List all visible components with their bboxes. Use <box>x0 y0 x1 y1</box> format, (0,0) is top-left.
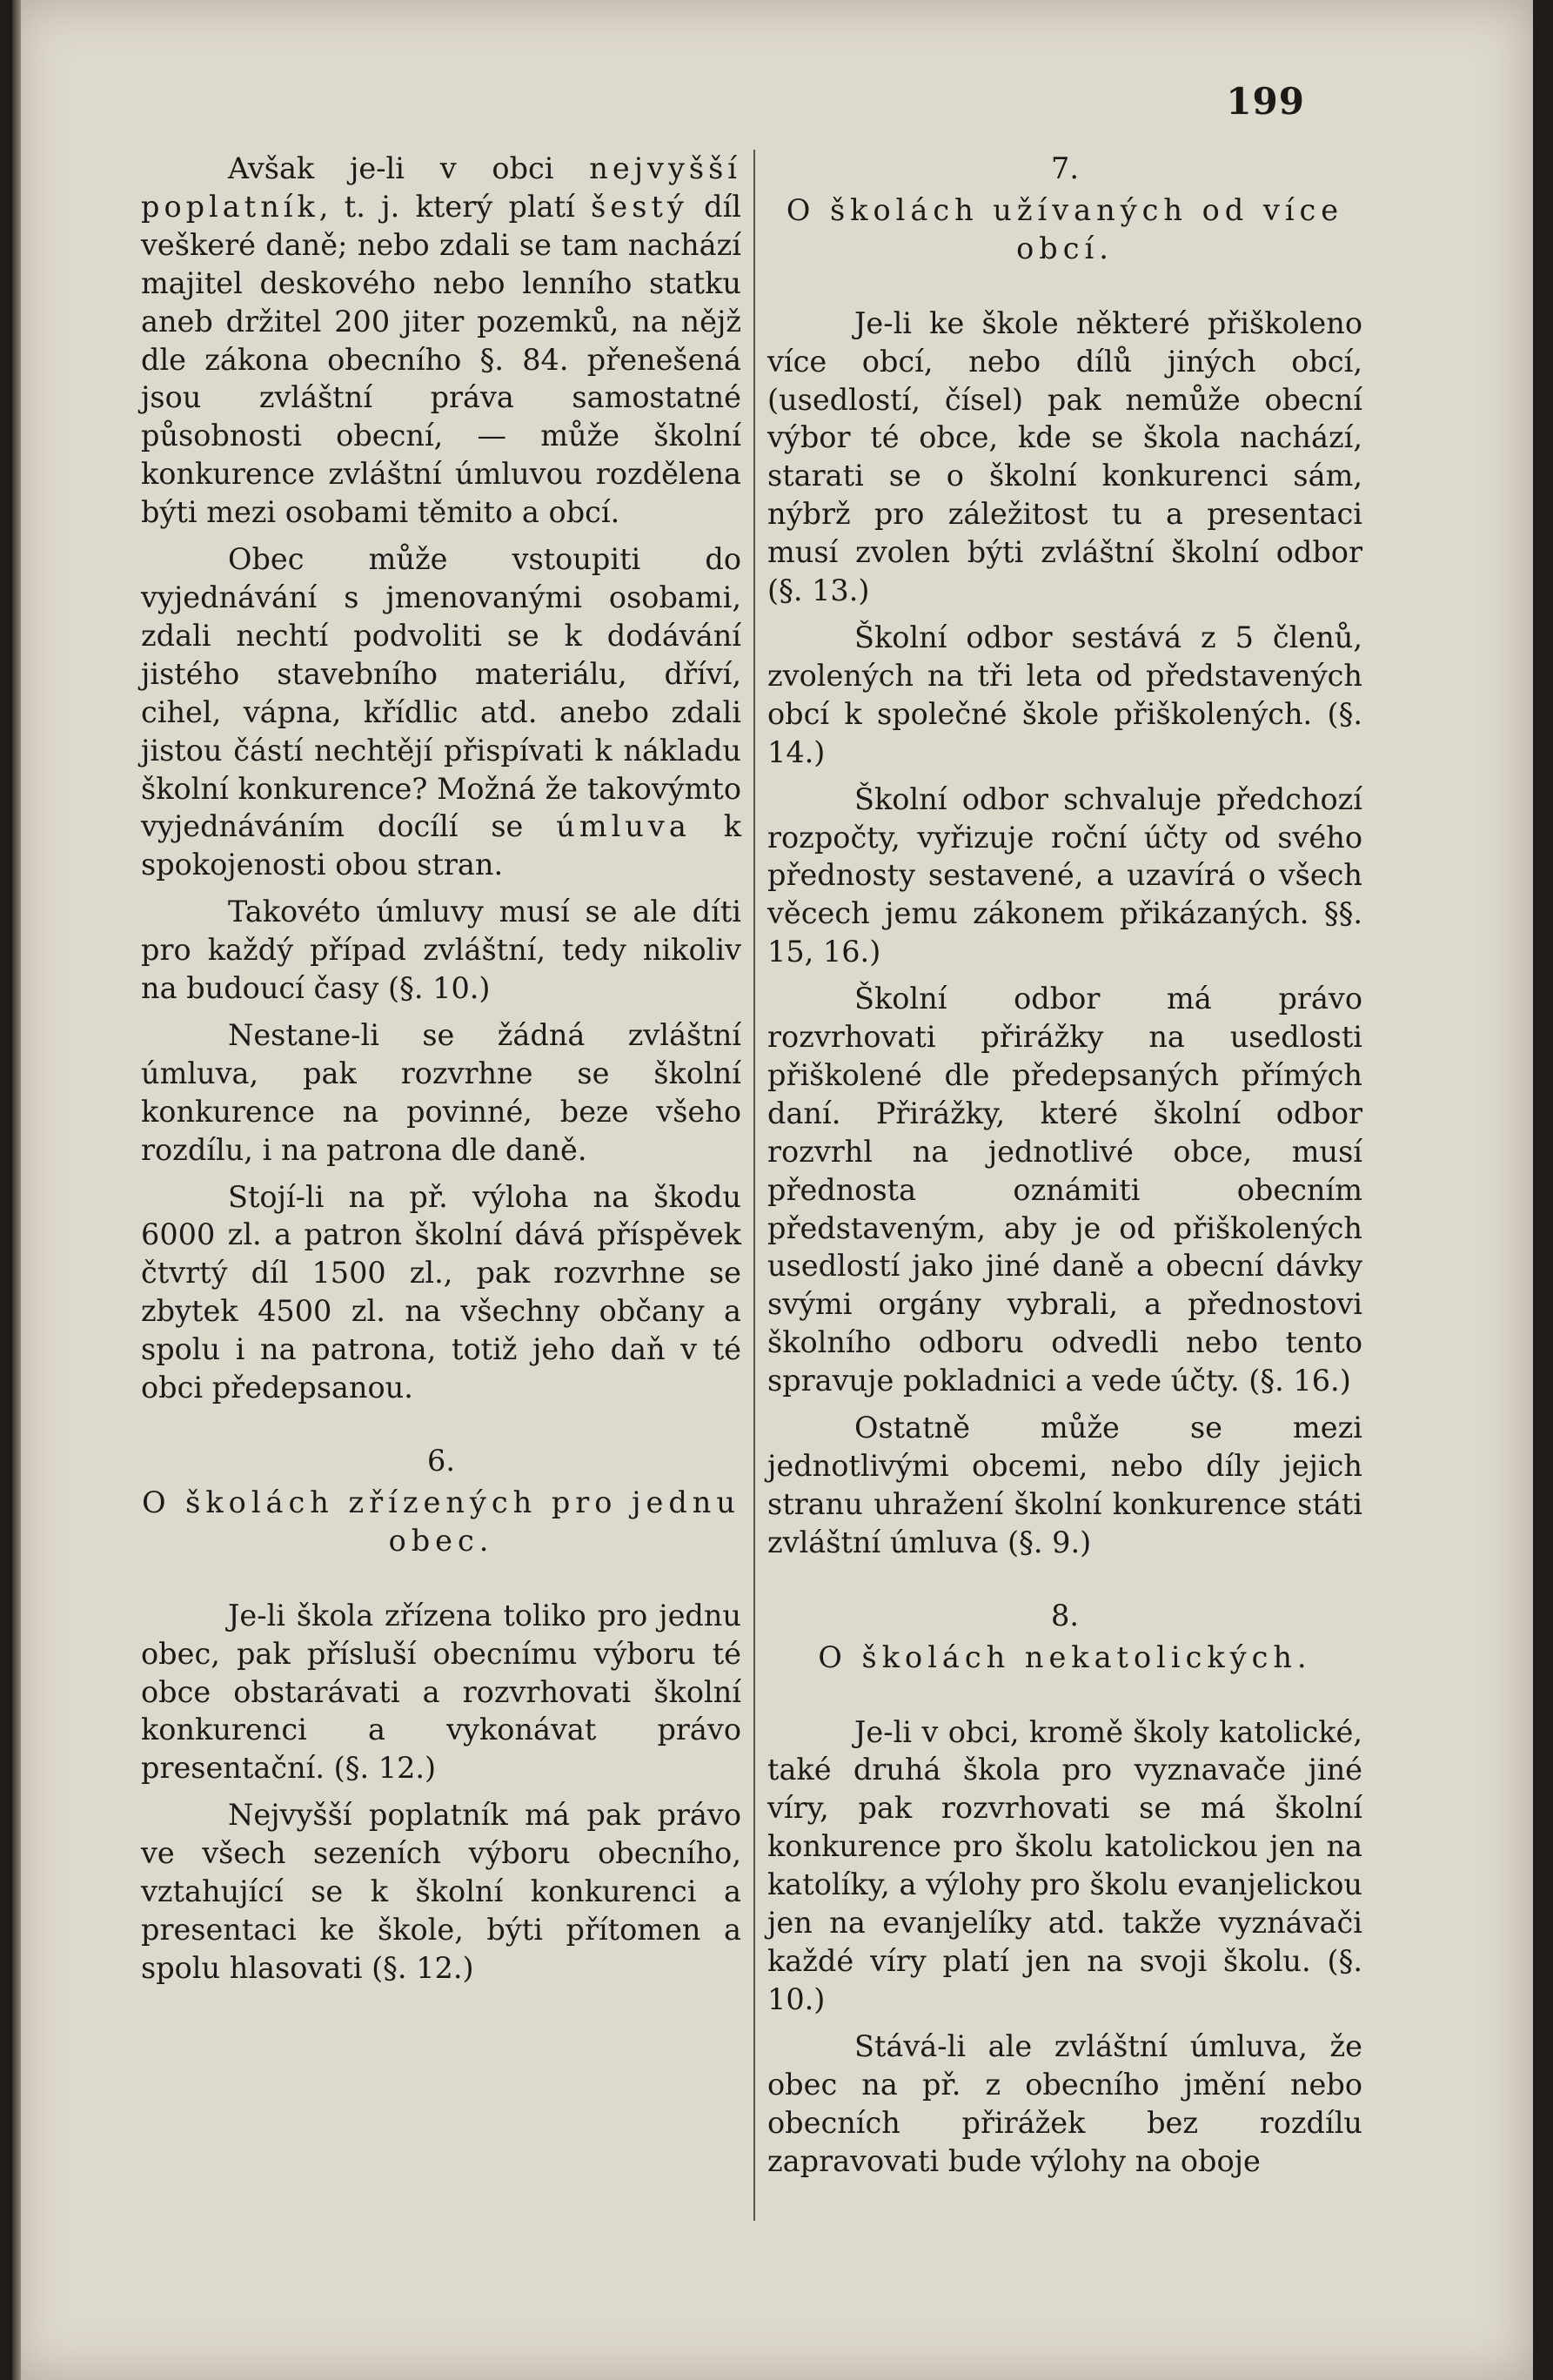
emphasis-text: nejvyšší poplatník <box>141 151 741 224</box>
left-paragraph-3: Takovéto úmluvy musí se ale díti pro každý případ zvláštní, tedy nikoliv na budoucí časy (§. 10.) <box>141 895 741 1006</box>
right-paragraph-5: Ostatně může se mezi jednotlivými obcemi, nebo díly jejich stranu uhražení školní konkurence státi zvláštní úmluva (§. 9.) <box>767 1411 1362 1559</box>
section-6-title: O školách zřízených pro jednu obec. <box>142 1485 740 1558</box>
left-paragraph-6: Je-li škola zřízena toliko pro jednu obec, pak přísluší obecnímu výboru té obce obstarávati a rozvrhovati školní konkurenci a vykonávat právo presentační. (§. 12.) <box>141 1598 741 1786</box>
right-paragraph-4: Školní odbor má právo rozvrhovati přirážky na usedlosti přiškolené dle předepsaných přímých daní. Přirážky, které školní odbor rozvrhl na jednotlivé obce, musí přednosta oznámiti obecním představeným, aby je od přiškolených usedlostí jako jiné daně a obecní dávky svými orgány vybrali, a přednostovi školního odboru odvedli nebo tento spravuje pokladnici a vede účty. (§. 16.) <box>767 982 1362 1398</box>
section-7-title: O školách užívaných od více obcí. <box>786 192 1344 265</box>
emphasis-text: šestý <box>591 189 688 224</box>
right-column <box>753 150 1362 2221</box>
section-8-number: 8. <box>1051 1598 1079 1632</box>
text-run: k spokojenosti obou stran. <box>141 809 741 882</box>
book-page <box>12 0 1533 2380</box>
right-paragraph-7: Stává-li ale zvláštní úmluva, že obec na př. z obecního jmění nebo obecních přirážek bez rozdílu zapravovati bude výlohy na oboje <box>767 2028 1362 2178</box>
section-6-number: 6. <box>427 1444 455 1478</box>
emphasis-text: úmluva <box>556 809 691 844</box>
left-paragraph-7: Nejvyšší poplatník má pak právo ve všech sezeních výboru obecního, vztahující se k školní konkurenci a presentaci ke škole, býti přítomen a spolu hlasovati (§. 12.) <box>141 1798 741 1985</box>
left-paragraph-5: Stojí-li na př. výloha na škodu 6000 zl. a patron školní dává příspěvek čtvrtý díl 1500 zl., pak rozvrhne se zbytek 4500 zl. na všechny občany a spolu i na patrona, totiž jeho daň v té obci předepsanou. <box>141 1179 741 1405</box>
page-binding-edge <box>12 0 21 2380</box>
right-paragraph-2: Školní odbor sestává z 5 členů, zvolených na tři leta od představených obcí k společné škole přiškolených. (§. 14.) <box>767 620 1362 769</box>
section-7-number: 7. <box>1051 151 1079 185</box>
left-paragraph-2 <box>141 540 741 884</box>
left-paragraph-1 <box>141 150 741 532</box>
text-run: Obec může vstoupiti do vyjednávání s jmenovanými osobami, zdali nechtí podvoliti se k dodávání jistého stavebního materiálu, dříví, cihel, vápna, křídlic atd. anebo zdali jistou částí nechtějí přispívati k nákladu školní konkurence? Možná že takovýmto vyjednáváním docílí se <box>141 542 741 844</box>
left-column <box>141 150 741 1996</box>
right-paragraph-6: Je-li v obci, kromě školy katolické, také druhá škola pro vyznavače jiné víry, pak rozvrhovati se má školní konkurence pro školu katolickou jen na katolíky, a výlohy pro školu evanjelickou jen na evanjelíky atd. takže vyznávači každé víry platí jen na svoji školu. (§. 10.) <box>767 1714 1362 2016</box>
section-8-title: O školách nekatolických. <box>818 1639 1312 1674</box>
right-paragraph-3: Školní odbor schvaluje předchozí rozpočty, vyřizuje roční účty od svého přednosty sestavené, a uzavírá o všech věcech jemu zákonem přikázaných. §§. 15, 16.) <box>767 781 1362 969</box>
text-run: díl veškeré daně; nebo zdali se tam nachází majitel deskového nebo lenního statku aneb držitel 200 jiter pozemků, na nějž dle zákona obecního §. 84. přenešená jsou zvláštní práva samostatné působnosti obecní, — může školní konkurence zvláštní úmluvou rozdělena býti mezi osobami těmito a obcí. <box>141 189 742 530</box>
left-paragraph-4: Nestane-li se žádná zvláštní úmluva, pak rozvrhne se školní konkurence na povinné, beze všeho rozdílu, i na patrona dle daně. <box>141 1017 741 1167</box>
page-number: 199 <box>1226 80 1305 123</box>
right-paragraph-1: Je-li ke škole některé přiškoleno více obcí, nebo dílů jiných obcí, (usedlostí, čísel) pak nemůže obecní výbor té obce, kde se škola nachází, starati se o školní konkurenci sám, nýbrž pro záležitost tu a presentaci musí zvolen býti zvláštní školní odbor (§. 13.) <box>767 305 1362 608</box>
text-run: , t. j. který platí <box>318 189 592 224</box>
text-run: Avšak je-li v obci <box>228 151 590 185</box>
